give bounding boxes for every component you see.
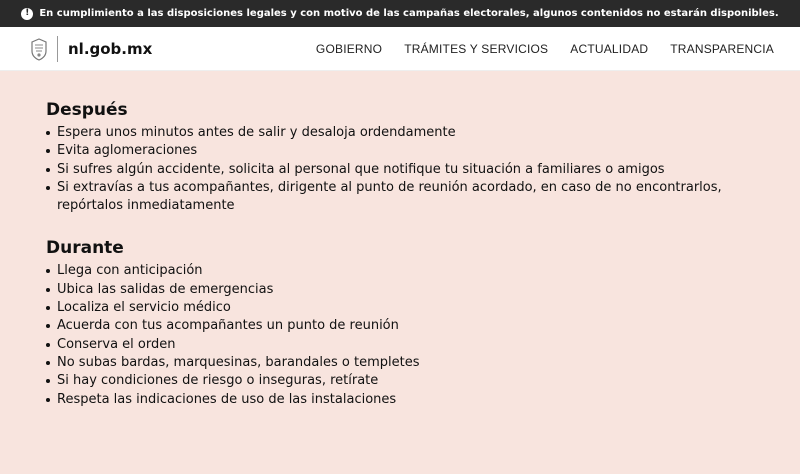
list-item: Respeta las indicaciones de uso de las instalaciones	[46, 391, 766, 409]
section-title-durante: Durante	[46, 238, 124, 259]
despues-list	[46, 124, 766, 215]
list-item: Ubica las salidas de emergencias	[46, 281, 766, 299]
list-item: Conserva el orden	[46, 336, 766, 354]
list-item: Localiza el servicio médico	[46, 299, 766, 317]
notice-text: En cumplimiento a las disposiciones legales y con motivo de las campañas electorales, algunos contenidos no estarán disponibles.	[39, 8, 779, 19]
main-nav	[316, 27, 774, 71]
state-seal-icon	[28, 36, 50, 62]
site-name: nl.gob.mx	[68, 39, 153, 58]
section-title-despues: Después	[46, 100, 128, 120]
list-item: No subas bardas, marquesinas, barandales o templetes	[46, 354, 766, 372]
nav-item-gobierno[interactable]: GOBIERNO	[315, 42, 383, 56]
nav-item-tramites-y-servicios[interactable]: TRÁMITES Y SERVICIOS	[404, 42, 549, 56]
section-durante	[46, 238, 766, 408]
list-item: Espera unos minutos antes de salir y desaloja ordendamente	[46, 124, 766, 142]
list-item: Si hay condiciones de riesgo o inseguras, retírate	[46, 372, 766, 390]
logo-divider	[57, 36, 58, 62]
main-content	[46, 100, 766, 409]
list-item: Evita aglomeraciones	[46, 142, 766, 160]
nav-item-actualidad[interactable]: ACTUALIDAD	[570, 42, 649, 56]
durante-list	[46, 262, 766, 408]
exclamation-icon: !	[21, 8, 33, 20]
list-item: Acuerda con tus acompañantes un punto de reunión	[46, 317, 766, 335]
nav-item-transparencia[interactable]: TRANSPARENCIA	[670, 42, 774, 56]
notice-banner	[0, 0, 800, 27]
site-header	[0, 27, 800, 71]
list-item: Llega con anticipación	[46, 262, 766, 280]
list-item: Si sufres algún accidente, solicita al personal que notifique tu situación a familiares o amigos	[46, 161, 766, 179]
list-item: Si extravías a tus acompañantes, dirigente al punto de reunión acordado, en caso de no encontrarlos, repórtalos inmediatamente	[46, 179, 766, 216]
site-logo[interactable]	[28, 36, 152, 62]
section-despues	[46, 100, 766, 215]
